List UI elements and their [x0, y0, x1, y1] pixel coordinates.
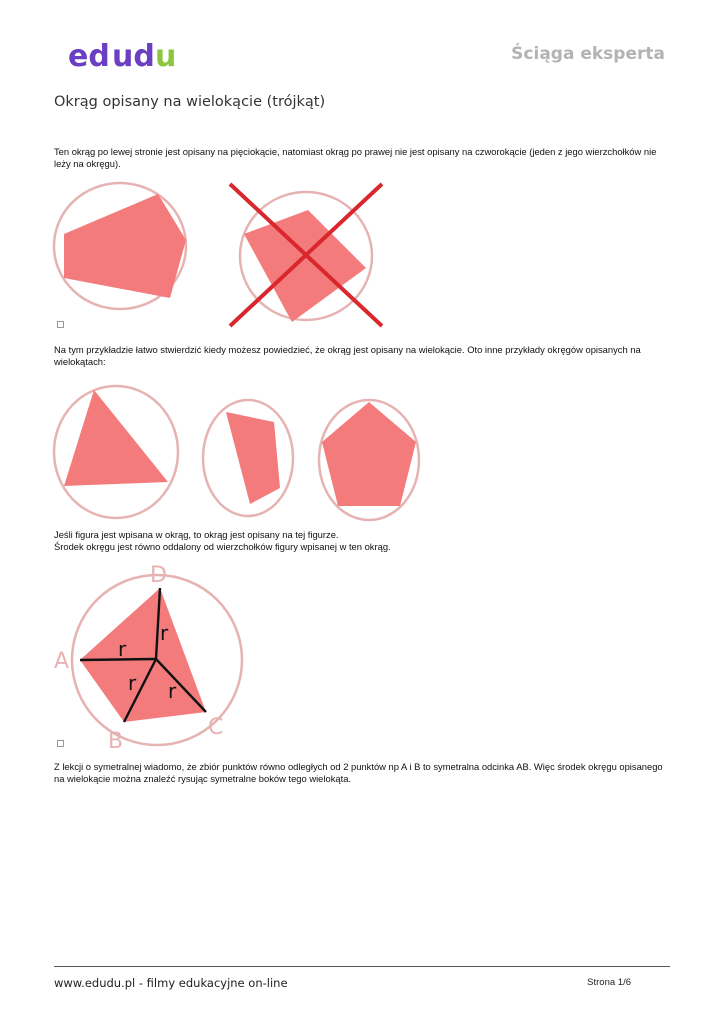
inscribed-quadrilateral-abcd	[80, 588, 206, 722]
paragraph-pentagon-intro: Ten okrąg po lewej stronie jest opisany na pięciokącie, natomiast okrąg po prawej nie jest opisany na czworokącie (jeden z jego wierzchołków nie leży na okręgu).	[54, 146, 657, 170]
vertex-label-c: C	[208, 715, 224, 740]
footer-page-number: Strona 1/6	[587, 977, 631, 988]
image-placeholder-icon-2	[57, 740, 64, 747]
paragraph-inscribed-definition	[54, 529, 669, 554]
page-title: Okrąg opisany na wielokącie (trójkąt)	[54, 94, 326, 110]
paragraph-inscribed-line-2: Środek okręgu jest równo oddalony od wierzchołków figury wpisanej w ten okrąg.	[54, 541, 391, 553]
logo-text-part-d: ud	[112, 39, 155, 74]
pentagon-shape	[64, 194, 186, 298]
figure-pentagon-vs-quadrilateral	[52, 180, 392, 330]
footer-site-link[interactable]: www.edudu.pl - filmy edukacyjne on-line	[54, 976, 288, 990]
logo-graphic	[54, 36, 194, 76]
logo-text-part-edu: ed	[68, 39, 110, 74]
triangle-shape	[64, 390, 168, 486]
figure-radii-diagram	[50, 560, 250, 755]
radius-label-a: r	[118, 637, 127, 661]
radius-label-c: r	[168, 679, 177, 703]
image-placeholder-icon	[57, 321, 64, 328]
radius-label-d: r	[160, 621, 169, 645]
radius-label-b: r	[128, 671, 137, 695]
vertex-label-a: A	[54, 649, 70, 674]
vertex-label-b: B	[108, 729, 124, 754]
edudu-logo[interactable]	[54, 36, 194, 76]
paragraph-more-examples: Na tym przykładzie łatwo stwierdzić kiedy możesz powiedzieć, że okrąg jest opisany na wielokącie. Oto inne przykłady okręgów opisanych na wielokątach:	[54, 344, 641, 368]
quadrilateral-shape-2	[226, 412, 280, 504]
paragraph-inscribed-line-1: Jeśli figura jest wpisana w okrąg, to okrąg jest opisany na tej figurze.	[54, 529, 339, 540]
vertex-label-d: D	[150, 563, 167, 588]
pentagon-shape-2	[322, 402, 416, 506]
paragraph-bisector: Z lekcji o symetralnej wiadomo, że zbiór punktów równo odległych od 2 punktów np A i B to symetralna odcinka AB. Więc środek okręgu opisanego na wielokącie można znaleźć rysując symetralne boków tego wielokąta.	[54, 761, 663, 785]
figure-inscribed-examples	[52, 384, 432, 524]
header-section-title: Ściąga eksperta	[511, 44, 665, 64]
footer-divider	[54, 966, 670, 967]
logo-text-part-u: u	[155, 39, 177, 74]
